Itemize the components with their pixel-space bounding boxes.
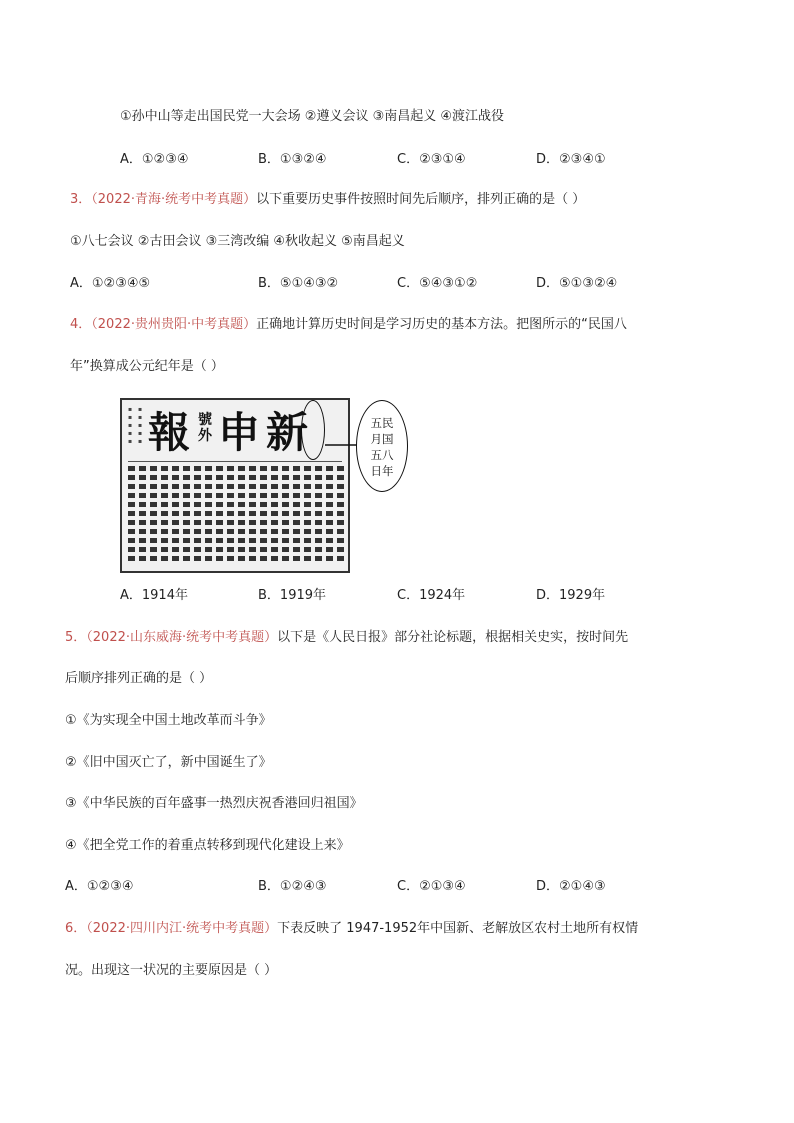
masthead-char-2: 申: [218, 408, 261, 457]
q6-stem-line1: [65, 920, 638, 938]
q3-option-b[interactable]: B．⑤①④③②: [258, 276, 339, 291]
q4-option-c[interactable]: C．1924年: [397, 588, 466, 603]
newspaper-body-text: [128, 466, 342, 565]
q2-items: ①孙中山等走出国民党一大会场 ②遵义会议 ③南昌起义 ④渡江战役: [120, 109, 505, 124]
q3-source: （2022·青海·统考中考真题）: [91, 192, 257, 207]
oval-line-3: 五八: [370, 448, 394, 462]
q4-option-a[interactable]: A．1914年: [120, 588, 188, 603]
q5-stem-part1: 以下是《人民日报》部分社论标题，根据相关史实，按时间先: [277, 630, 629, 645]
q6-stem-part1: 下表反映了 1947-1952年中国新、老解放区农村土地所有权情: [277, 921, 639, 936]
q3-option-c[interactable]: C．⑤④③①②: [397, 276, 478, 291]
q5-item-3: ③《中华民族的百年盛事一热烈庆祝香港回归祖国》: [65, 796, 363, 811]
q5-source: （2022·山东威海·统考中考真题）: [86, 630, 278, 645]
oval-line-2: 月国: [370, 432, 394, 446]
masthead-side-text-left: ▪ ▪ ▪ ▪ ▪: [127, 406, 133, 445]
date-callout-oval: [356, 400, 408, 492]
q2-option-c[interactable]: C．②③①④: [397, 152, 466, 167]
q5-item-2: ②《旧中国灭亡了，新中国诞生了》: [65, 755, 272, 770]
q4-stem-line1: [70, 316, 627, 334]
date-highlight-oval: [301, 400, 325, 460]
q3-items: ①八七会议 ②古田会议 ③三湾改编 ④秋收起义 ⑤南昌起义: [70, 234, 405, 249]
q4-stem-line2: 年”换算成公元纪年是（ ）: [70, 359, 224, 374]
q5-option-a[interactable]: A．①②③④: [65, 879, 134, 894]
q5-option-b[interactable]: B．①②④③: [258, 879, 327, 894]
q3-stem-line: [70, 191, 585, 209]
q2-option-a[interactable]: A．①②③④: [120, 152, 189, 167]
newspaper-figure: [120, 398, 400, 576]
masthead-side-text-left2: ▪ ▪ ▪ ▪ ▪: [137, 406, 143, 445]
q3-option-d[interactable]: D．⑤①③②④: [536, 276, 618, 291]
oval-line-1: 五民: [370, 416, 394, 430]
q6-stem-line2: 况。出现这一状况的主要原因是（ ）: [65, 963, 278, 978]
oval-line-4: 日年: [370, 464, 394, 478]
q3-option-a[interactable]: A．①②③④⑤: [70, 276, 151, 291]
extra-edition-label: 號外: [198, 412, 212, 444]
q5-item-1: ①《为实现全中国土地改革而斗争》: [65, 713, 272, 728]
q5-stem-line2: 后顺序排列正确的是（ ）: [65, 671, 213, 686]
q6-number: 6．: [65, 921, 87, 936]
q2-option-b[interactable]: B．①③②④: [258, 152, 327, 167]
q4-number: 4．: [70, 317, 92, 332]
q6-source: （2022·四川内江·统考中考真题）: [86, 921, 278, 936]
q5-option-c[interactable]: C．②①③④: [397, 879, 466, 894]
q3-stem: 以下重要历史事件按照时间先后顺序，排列正确的是（ ）: [256, 192, 586, 207]
q4-option-d[interactable]: D．1929年: [536, 588, 606, 603]
masthead-rule: [128, 461, 342, 462]
q3-number: 3．: [70, 192, 92, 207]
q5-number: 5．: [65, 630, 87, 645]
q4-option-b[interactable]: B．1919年: [258, 588, 327, 603]
q4-stem-part1: 正确地计算历史时间是学习历史的基本方法。把图所示的“民国八: [256, 317, 627, 332]
q5-item-4: ④《把全党工作的着重点转移到现代化建设上来》: [65, 838, 350, 853]
q4-source: （2022·贵州贵阳·中考真题）: [91, 317, 257, 332]
q5-option-d[interactable]: D．②①④③: [536, 879, 606, 894]
q2-option-d[interactable]: D．②③④①: [536, 152, 606, 167]
masthead-char-3: 報: [148, 408, 191, 457]
masthead-char-1: 新: [266, 408, 309, 457]
q5-stem-line1: [65, 629, 628, 647]
